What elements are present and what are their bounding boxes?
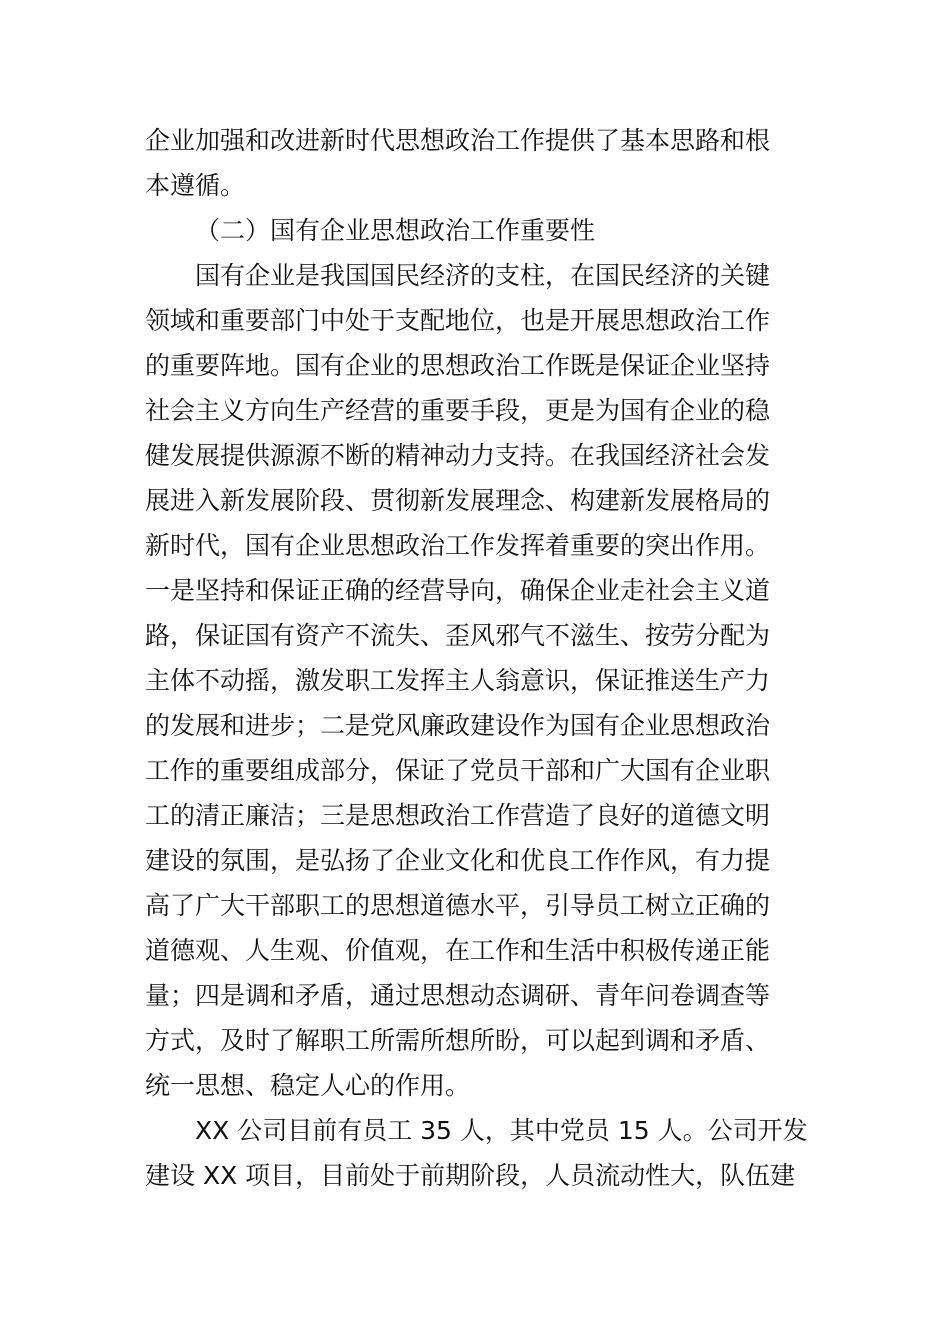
- paragraph-line: 路，保证国有资产不流失、歪风邪气不滋生、按劳分配为: [145, 621, 771, 650]
- section-heading: （二）国有企业思想政治工作重要性: [195, 216, 596, 245]
- paragraph-line: 方式，及时了解职工所需所想所盼，可以起到调和矛盾、: [145, 1026, 771, 1055]
- paragraph-line: 量；四是调和矛盾，通过思想动态调研、青年问卷调查等: [145, 981, 771, 1010]
- paragraph-line: 一是坚持和保证正确的经营导向，确保企业走社会主义道: [145, 576, 771, 605]
- paragraph-line: 主体不动摇，激发职工发挥主人翁意识，保证推送生产力: [145, 666, 771, 695]
- paragraph-line: 统一思想、稳定人心的作用。: [145, 1071, 471, 1100]
- paragraph-line: 建设 XX 项目，目前处于前期阶段，人员流动性大，队伍建: [145, 1161, 796, 1190]
- paragraph-line: 工作的重要组成部分，保证了党员干部和广大国有企业职: [145, 756, 771, 785]
- paragraph-line: 新时代，国有企业思想政治工作发挥着重要的突出作用。: [145, 531, 771, 560]
- paragraph-line: 领域和重要部门中处于支配地位，也是开展思想政治工作: [145, 306, 771, 335]
- paragraph-line: 本遵循。: [145, 171, 246, 200]
- paragraph-line: 企业加强和改进新时代思想政治工作提供了基本思路和根: [145, 126, 771, 155]
- paragraph-line: 工的清正廉洁；三是思想政治工作营造了良好的道德文明: [145, 801, 771, 830]
- paragraph-line: 高了广大干部职工的思想道德水平，引导员工树立正确的: [145, 891, 771, 920]
- paragraph-line: 道德观、人生观、价值观，在工作和生活中积极传递正能: [145, 936, 771, 965]
- paragraph-line: 的重要阵地。国有企业的思想政治工作既是保证企业坚持: [145, 351, 771, 380]
- paragraph-line: 健发展提供源源不断的精神动力支持。在我国经济社会发: [145, 441, 771, 470]
- paragraph-line: 的发展和进步；二是党风廉政建设作为国有企业思想政治: [145, 711, 771, 740]
- paragraph-line: 国有企业是我国国民经济的支柱，在国民经济的关键: [195, 261, 771, 290]
- paragraph-line: 展进入新发展阶段、贯彻新发展理念、构建新发展格局的: [145, 486, 771, 515]
- paragraph-line: 社会主义方向生产经营的重要手段，更是为国有企业的稳: [145, 396, 771, 425]
- paragraph-line: XX 公司目前有员工 35 人，其中党员 15 人。公司开发: [195, 1116, 808, 1145]
- paragraph-line: 建设的氛围，是弘扬了企业文化和优良工作作风，有力提: [145, 846, 771, 875]
- document-body: [145, 118, 815, 1198]
